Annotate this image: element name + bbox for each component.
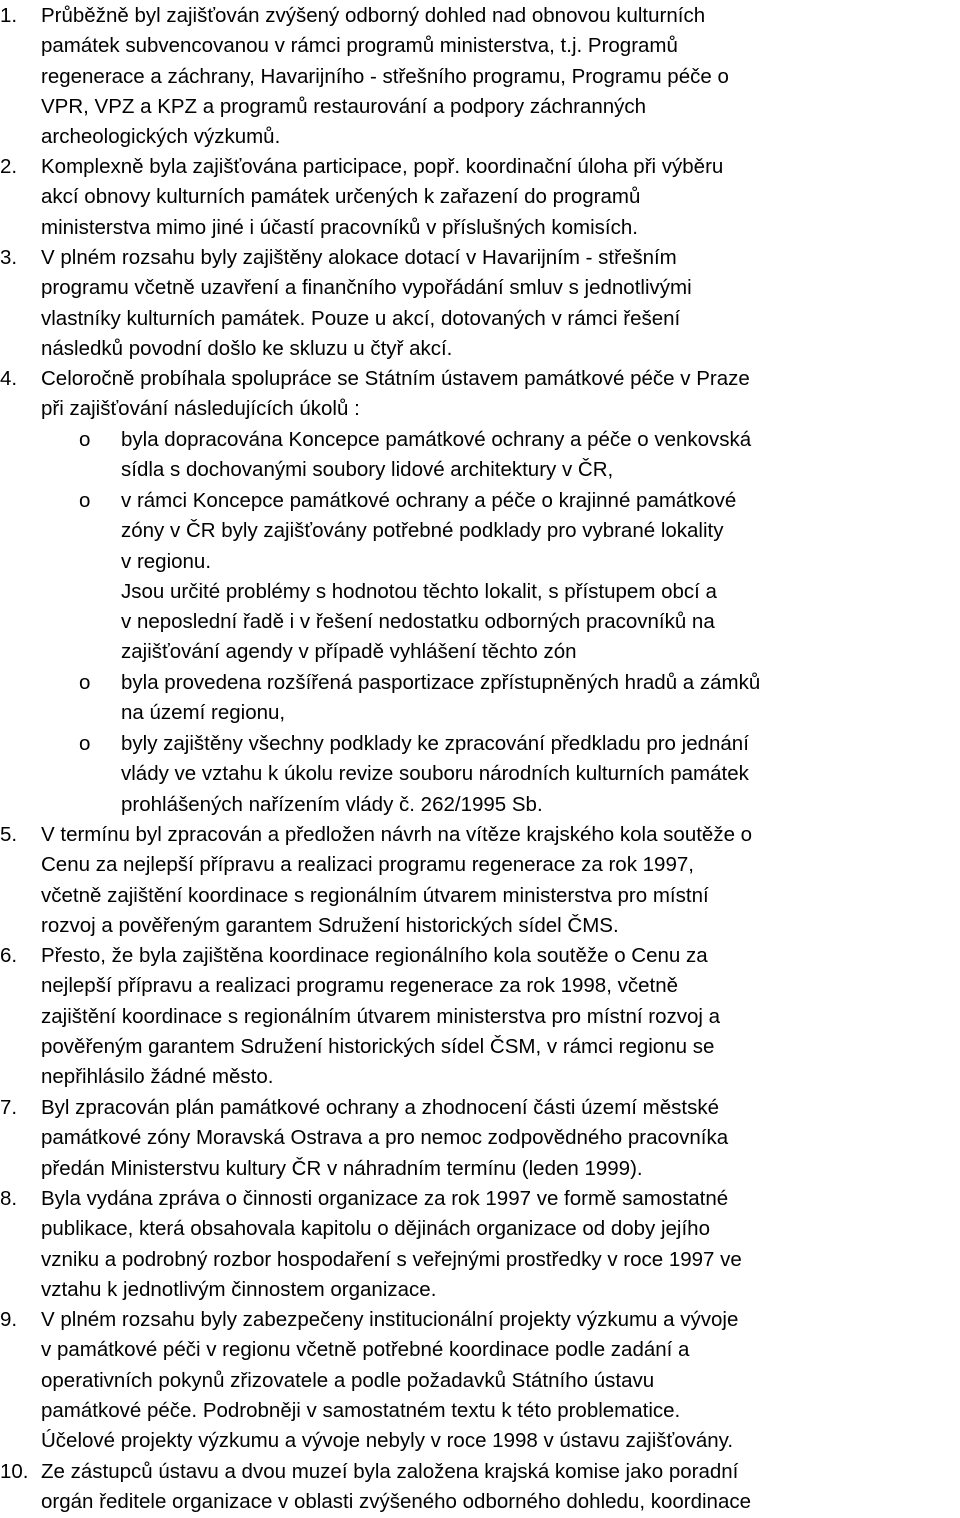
list-item-number: 2. (0, 155, 18, 178)
list-item-text-line: akcí obnovy kulturních památek určených k zařazení do programů (41, 185, 641, 209)
list-item-text-line: v památkové péči v regionu včetně potřebné koordinace podle zadání a (41, 1338, 690, 1362)
list-item-7 (0, 1093, 960, 1184)
list-item-3 (0, 243, 960, 364)
list-item-text-line: vlastníky kulturních památek. Pouze u akcí, dotovaných v rámci řešení (41, 306, 681, 330)
list-item-text-line: VPR, VPZ a KPZ a programů restaurování a podpory záchranných (41, 94, 647, 118)
list-item-text-line: památkové péče. Podrobněji v samostatném textu k této problematice. (41, 1398, 681, 1422)
list-item-text-line: zajištění koordinace s regionálním útvarem ministerstva pro místní rozvoj a (41, 1004, 721, 1028)
list-item-text-line: Ze zástupců ústavu a dvou muzeí byla založena krajská komise jako poradní (41, 1460, 739, 1483)
list-item-text-line: nepřihlásilo žádné město. (41, 1065, 274, 1089)
list-item-text-line: rozvoj a pověřeným garantem Sdružení historických sídel ČMS. (41, 913, 619, 937)
list-item-text-line: předán Ministerstvu kultury ČR v náhradním termínu (leden 1999). (41, 1156, 643, 1180)
list-item-text-line: Komplexně byla zajišťována participace, popř. koordinační úloha při výběru (41, 155, 724, 178)
list-item-text-line: Celoročně probíhala spolupráce se Státním ústavem památkové péče v Praze (41, 367, 750, 390)
sub-list-text-line: v rámci Koncepce památkové ochrany a péče o krajinné památkové (121, 489, 737, 512)
sub-list-text-line: v regionu. (121, 549, 212, 573)
bullet-marker: o (79, 671, 91, 694)
list-item-text-line: následků povodní došlo ke skluzu u čtyř akcí. (41, 336, 453, 360)
list-item-text-line: V termínu byl zpracován a předložen návrh na vítěze krajského kola soutěže o (41, 823, 753, 846)
list-item-text-line: orgán ředitele organizace v oblasti zvýšeného odborného dohledu, koordinace (41, 1490, 752, 1514)
list-item-number: 4. (0, 367, 18, 390)
list-item-number: 1. (0, 4, 18, 27)
sub-list-item (0, 729, 960, 820)
list-item-number: 9. (0, 1308, 18, 1331)
list-item-1 (0, 1, 960, 152)
sub-list-text-line: vlády ve vztahu k úkolu revize souboru národních kulturních památek (121, 762, 749, 786)
list-item-4 (0, 364, 960, 425)
list-item-text-line: regenerace a záchrany, Havarijního - střešního programu, Programu péče o (41, 64, 729, 88)
list-item-number: 8. (0, 1187, 18, 1210)
sub-list-text-line: Jsou určité problémy s hodnotou těchto lokalit, s přístupem obcí a (121, 579, 717, 603)
sub-list-text-line: zóny v ČR byly zajišťovány potřebné podklady pro vybrané lokality (121, 519, 724, 543)
list-item-text-line: pověřeným garantem Sdružení historických sídel ČSM, v rámci regionu se (41, 1034, 715, 1058)
list-item-text-line: vztahu k jednotlivým činnostem organizace. (41, 1277, 437, 1301)
sub-list-item (0, 486, 960, 668)
list-item-9 (0, 1305, 960, 1456)
sub-list-text-line: zajišťování agendy v případě vyhlášení těchto zón (121, 640, 577, 664)
sub-list-item (0, 668, 960, 729)
list-item-number: 5. (0, 823, 18, 846)
list-item-text-line: Účelové projekty výzkumu a vývoje nebyly v roce 1998 v ústavu zajišťovány. (41, 1429, 734, 1453)
list-item-text-line: Průběžně byl zajišťován zvýšený odborný dohled nad obnovou kulturních (41, 4, 706, 27)
list-item-number: 3. (0, 246, 18, 269)
list-item-number: 6. (0, 944, 18, 967)
list-item-text-line: památek subvencovanou v rámci programů ministerstva, t.j. Programů (41, 34, 678, 58)
list-item-text-line: programu včetně uzavření a finančního vypořádání smluv s jednotlivými (41, 276, 692, 300)
list-item-10 (0, 1457, 960, 1518)
sub-list-text-line: na území regionu, (121, 701, 286, 725)
sub-list-text-line: byly zajištěny všechny podklady ke zpracování předkladu pro jednání (121, 732, 749, 755)
sub-list-text-line: sídla s dochovanými soubory lidové architektury v ČR, (121, 458, 614, 482)
list-item-text-line: Přesto, že byla zajištěna koordinace regionálního kola soutěže o Cenu za (41, 944, 708, 967)
list-item-text-line: Cenu za nejlepší přípravu a realizaci programu regenerace za rok 1997, (41, 853, 694, 877)
list-item-text-line: památkové zóny Moravská Ostrava a pro nemoc zodpovědného pracovníka (41, 1126, 729, 1150)
sub-list-text-line: byla provedena rozšířená pasportizace zpřístupněných hradů a zámků (121, 671, 761, 694)
list-item-text-line: Byl zpracován plán památkové ochrany a zhodnocení části území městské (41, 1096, 719, 1119)
list-item-text-line: Byla vydána zpráva o činnosti organizace za rok 1997 ve formě samostatné (41, 1187, 729, 1210)
list-item-5 (0, 820, 960, 941)
list-item-text-line: publikace, která obsahovala kapitolu o dějinách organizace od doby jejího (41, 1217, 710, 1241)
sub-list-text-line: v neposlední řadě i v řešení nedostatku odborných pracovníků na (121, 610, 715, 634)
list-item-text-line: při zajišťování následujících úkolů : (41, 397, 360, 421)
list-item-text-line: nejlepší přípravu a realizaci programu regenerace za rok 1998, včetně (41, 974, 678, 998)
sub-list-item (0, 425, 960, 486)
list-item-number: 7. (0, 1096, 18, 1119)
bullet-marker: o (79, 732, 91, 755)
bullet-marker: o (79, 428, 91, 451)
list-item-8 (0, 1184, 960, 1305)
list-item-text-line: V plném rozsahu byly zajištěny alokace dotací v Havarijním - střešním (41, 246, 677, 269)
list-item-text-line: ministerstva mimo jiné i účastí pracovníků v příslušných komisích. (41, 215, 638, 239)
list-item-text-line: archeologických výzkumů. (41, 125, 281, 149)
bullet-marker: o (79, 489, 91, 512)
list-item-6 (0, 941, 960, 1092)
list-item-text-line: vzniku a podrobný rozbor hospodaření s veřejnými prostředky v roce 1997 ve (41, 1247, 742, 1271)
list-item-2 (0, 152, 960, 243)
list-item-text-line: operativních pokynů zřizovatele a podle požadavků Státního ústavu (41, 1368, 655, 1392)
sub-list-text-line: prohlášených nařízením vlády č. 262/1995 Sb. (121, 792, 543, 816)
list-item-text-line: V plném rozsahu byly zabezpečeny institucionální projekty výzkumu a vývoje (41, 1308, 739, 1331)
list-item-text-line: včetně zajištění koordinace s regionálním útvarem ministerstva pro místní (41, 883, 709, 907)
sub-list-text-line: byla dopracována Koncepce památkové ochrany a péče o venkovská (121, 428, 752, 451)
list-item-number: 10. (0, 1460, 29, 1483)
